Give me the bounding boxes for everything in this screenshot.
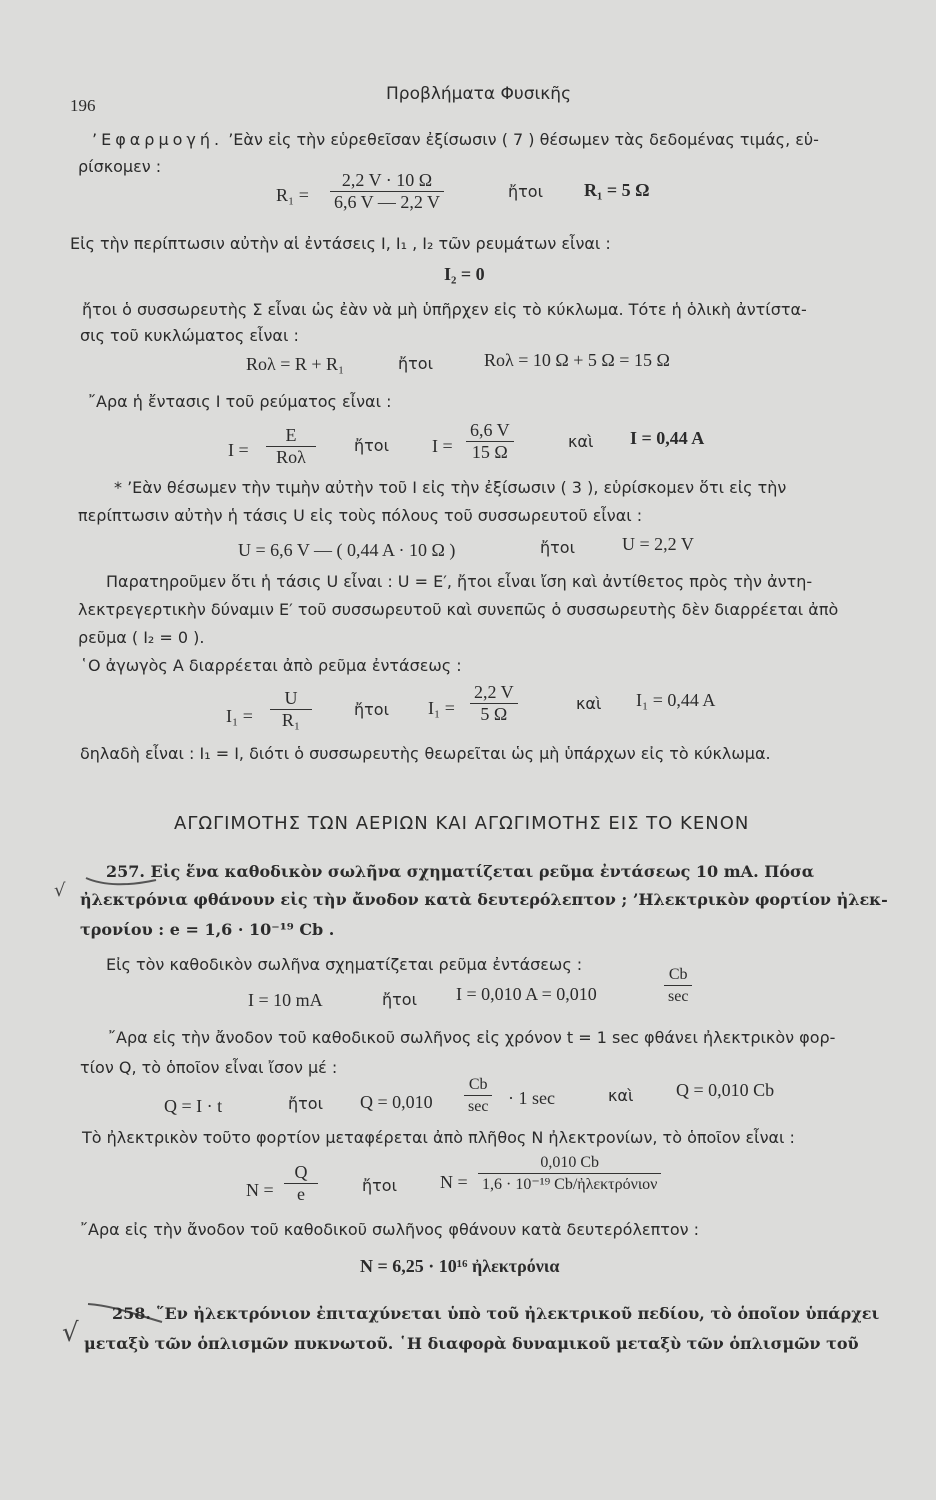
fraction-denominator: 1,6 · 10⁻¹⁹ Cb/ἠλεκτρόνιον <box>482 1176 658 1193</box>
application-text: ’Εὰν εἰς τὴν εὑρεθεῖσαν ἐξίσωσιν ( 7 ) θέσωμεν τὰς δεδομένας τιμάς, εὑ- <box>223 130 819 149</box>
equation-lhs: I₁ = <box>428 698 455 718</box>
equation-connector: καὶ <box>568 432 594 451</box>
fraction-denominator: Rολ <box>276 447 306 467</box>
equation-result: U = 2,2 V <box>622 534 694 554</box>
fraction-denominator: e <box>297 1184 305 1204</box>
equation: I = 0,010 A = 0,010 <box>456 984 597 1004</box>
problem-text: ἠλεκτρόνια φθάνουν εἰς τὴν ἄνοδον κατὰ δευτερόλεπτον ; ’Ηλεκτρικὸν φορτίον ἠλεκ- <box>80 890 888 909</box>
problem-text: τρονίου : e = 1,6 · 10⁻¹⁹ Cb . <box>80 920 335 939</box>
fraction-denominator: 15 Ω <box>471 442 508 462</box>
equation: Rολ = 10 Ω + 5 Ω = 15 Ω <box>484 350 670 370</box>
equation-connector: ἤτοι <box>288 1094 323 1113</box>
equation-connector: καὶ <box>608 1086 634 1105</box>
text-line: ρεῦμα ( I₂ = 0 ). <box>78 628 205 647</box>
fraction-numerator: 2,2 V <box>470 682 518 704</box>
fraction-denominator: sec <box>668 988 689 1005</box>
equation: · 1 sec <box>508 1088 555 1108</box>
problem-number: 257. <box>106 862 145 881</box>
equation: Q = I · t <box>164 1096 223 1116</box>
equation-connector: ἤτοι <box>362 1176 397 1195</box>
fraction-denominator: sec <box>468 1098 489 1115</box>
fraction-numerator: 2,2 V · 10 Ω <box>330 170 444 192</box>
problem-text: ῞Εν ἠλεκτρόνιον ἐπιταχύνεται ὑπὸ τοῦ ἠλεκτρικοῦ πεδίου, τὸ ὁποῖον ὑπάρχει <box>150 1304 880 1323</box>
equation-fraction <box>664 964 692 1007</box>
fraction-numerator: 0,010 Cb <box>478 1152 661 1174</box>
text-line: ῎Αρα ἡ ἔντασις I τοῦ ρεύματος εἶναι : <box>88 392 392 411</box>
running-title: Προβλήματα Φυσικῆς <box>386 84 572 104</box>
text-line: Εἰς τὸν καθοδικὸν σωλῆνα σχηματίζεται ρεῦμα ἐντάσεως : <box>106 955 583 974</box>
check-mark-icon: √ <box>54 880 66 901</box>
equation-connector: ἤτοι <box>354 436 389 455</box>
fraction-denominator: 5 Ω <box>480 704 508 724</box>
fraction-numerator: 6,6 V <box>466 420 514 442</box>
equation-fraction <box>284 1162 318 1205</box>
fraction-numerator: Cb <box>464 1074 492 1096</box>
problem-257-line <box>106 862 814 882</box>
equation-lhs: I = <box>228 440 249 460</box>
equation-lhs: I₁ = <box>226 706 253 726</box>
equation-fraction <box>330 170 444 213</box>
equation-fraction <box>466 420 514 463</box>
text-line: Παρατηροῦμεν ὅτι ἡ τάσις U εἶναι : U = E′, ἤτοι εἶναι ἴση καὶ ἀντίθετος πρὸς τὴν ἀντη- <box>106 572 813 591</box>
equation: Rολ = R + R₁ <box>246 354 345 374</box>
text-line: λεκτρεγερτικὴν δύναμιν E′ τοῦ συσσωρευτοῦ καὶ συνεπῶς ὁ συσσωρευτὴς δὲν διαρρέεται ἀπὸ <box>78 600 839 619</box>
equation-lhs: R₁ = <box>276 185 309 205</box>
equation-connector: ἤτοι <box>398 354 433 373</box>
fraction-numerator: Q <box>284 1162 318 1184</box>
equation-fraction <box>478 1152 661 1195</box>
equation-connector: ἤτοι <box>354 700 389 719</box>
page-number: 196 <box>70 96 96 115</box>
fraction-denominator: R₁ <box>281 710 301 730</box>
application-paragraph <box>92 130 819 150</box>
equation-fraction <box>470 682 518 725</box>
equation: I = 10 mA <box>248 990 323 1010</box>
equation-connector: ἤτοι <box>540 538 575 557</box>
problem-text: μεταξὺ τῶν ὁπλισμῶν πυκνωτοῦ. ῾Η διαφορὰ δυναμικοῦ μεταξὺ τῶν ὁπλισμῶν τοῦ <box>84 1334 859 1353</box>
application-lead: ’Εφαρμογή. <box>92 130 224 149</box>
equation: Q = 0,010 <box>360 1092 433 1112</box>
text-line: ῾Ο ἀγωγὸς A διαρρέεται ἀπὸ ρεῦμα ἐντάσεως : <box>80 656 462 675</box>
text-line: δηλαδὴ εἶναι : I₁ = I, διότι ὁ συσσωρευτὴς θεωρεῖται ὡς μὴ ὑπάρχων εἰς τὸ κύκλωμα. <box>80 744 771 763</box>
text-line: τίον Q, τὸ ὁποῖον εἶναι ἴσον μέ : <box>80 1058 338 1077</box>
text-line: ῎Αρα εἰς τὴν ἄνοδον τοῦ καθοδικοῦ σωλῆνος εἰς χρόνον t = 1 sec φθάνει ἠλεκτρικὸν φορ- <box>108 1028 836 1047</box>
problem-text: Εἰς ἕνα καθοδικὸν σωλῆνα σχηματίζεται ρεῦμα ἐντάσεως 10 mA. Πόσα <box>144 862 815 881</box>
check-mark-icon: √ <box>62 1318 79 1348</box>
equation-connector: ἤτοι <box>508 182 543 201</box>
equation-lhs: N = <box>246 1180 274 1200</box>
problem-258-line <box>112 1304 879 1324</box>
fraction-denominator: 6,6 V — 2,2 V <box>334 192 441 212</box>
equation-connector: ἤτοι <box>382 990 417 1009</box>
fraction-numerator: E <box>266 425 316 447</box>
equation-result: I = 0,44 A <box>630 428 705 448</box>
fraction-numerator: U <box>270 688 312 710</box>
text-line: ῎Αρα εἰς τὴν ἄνοδον τοῦ καθοδικοῦ σωλῆνος φθάνουν κατὰ δευτερόλεπτον : <box>80 1220 700 1239</box>
equation: I₂ = 0 <box>444 264 485 284</box>
fraction-numerator: Cb <box>664 964 692 986</box>
text-line: περίπτωσιν αὐτὴν ἡ τάσις U εἰς τοὺς πόλους τοῦ συσσωρευτοῦ εἶναι : <box>78 506 643 525</box>
equation: U = 6,6 V — ( 0,44 A · 10 Ω ) <box>238 540 456 560</box>
text-line: ἤτοι ὁ συσσωρευτὴς Σ εἶναι ὡς ἐὰν νὰ μὴ ὑπῆρχεν εἰς τὸ κύκλωμα. Τότε ἡ ὁλικὴ ἀντίστα- <box>82 300 807 319</box>
text-line: * ’Εὰν θέσωμεν τὴν τιμὴν αὐτὴν τοῦ I εἰς τὴν ἐξίσωσιν ( 3 ), εὑρίσκομεν ὅτι εἰς τὴν <box>114 478 787 497</box>
equation-lhs: N = <box>440 1172 468 1192</box>
equation-fraction <box>464 1074 492 1117</box>
text-line: Εἰς τὴν περίπτωσιν αὐτὴν αἱ ἐντάσεις I, I₁ , I₂ τῶν ρευμάτων εἶναι : <box>70 234 611 253</box>
section-heading: ΑΓΩΓΙΜΟΤΗΣ ΤΩΝ ΑΕΡΙΩΝ ΚΑΙ ΑΓΩΓΙΜΟΤΗΣ ΕΙΣ ΤΟ ΚΕΝΟΝ <box>174 813 750 834</box>
equation-result: N = 6,25 · 10¹⁶ ἠλεκτρόνια <box>360 1256 560 1276</box>
equation-result: Q = 0,010 Cb <box>676 1080 775 1100</box>
equation-connector: καὶ <box>576 694 602 713</box>
equation-result: R₁ = 5 Ω <box>584 180 650 200</box>
text-line: σις τοῦ κυκλώματος εἶναι : <box>80 326 299 345</box>
text-line: ρίσκομεν : <box>78 157 162 176</box>
equation-result: I₁ = 0,44 A <box>636 690 716 710</box>
equation-lhs: I = <box>432 436 453 456</box>
text-line: Τὸ ἠλεκτρικὸν τοῦτο φορτίον μεταφέρεται ἀπὸ πλῆθος N ἠλεκτρονίων, τὸ ὁποῖον εἶναι : <box>82 1128 795 1147</box>
equation-fraction <box>270 688 312 731</box>
equation-fraction <box>266 425 316 468</box>
problem-number: 258. <box>112 1304 151 1323</box>
